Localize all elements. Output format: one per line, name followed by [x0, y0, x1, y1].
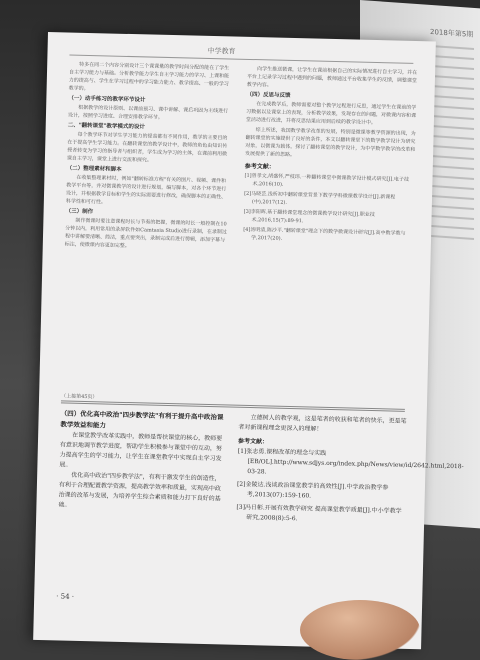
- reference-item: [1]曾孝文,胡盛怀,严枝玮.一种翻转课堂中微课教学设计模式研究[J].电子技术,2016(10).: [244, 172, 409, 188]
- paragraph: 特多在同二个内容分别设计三个课课量的教学时间分配的能在了学生自主学习能力与基础。分析教学能力学生自主学习能力的学习、上课和能力的提高与、学生在学习过程中的学习能力能力、教学提高、一般的学习教学的。: [68, 61, 230, 93]
- left-column: [61, 61, 233, 405]
- subheading: （三）制作: [65, 208, 94, 216]
- reference-item: [4]汤明清,陈沙平."翻转课堂"理念下的数学微课设计研究[J].高中数学教与学,2017(20).: [243, 226, 406, 242]
- paragraph: 在课堂教学改革实践中，教师是帮扶课堂的核心，教师要有意识地调节教学进度，帮助学生积极参与课堂中的互动，努力提高学生的学习能力，让学生在课堂教学中实现自主学习发展。: [59, 431, 223, 469]
- subheading: （四）反思与反馈: [246, 91, 291, 99]
- reference-item: [3]冯日彬.开展有效教学研究 提高课堂教学质量[J].中小学教学研究,2008(8):5-6.: [236, 503, 402, 523]
- finger: [300, 600, 420, 660]
- paragraph: 在完成教学后，教师需要对整个教学过程进行反思，通过学生在课前的学习数据以及课堂上的表现，分析教学效果，发现存在的问题，对微课内容和课堂活动进行改进，并将反思结果应用到后续的教学设计中。: [245, 101, 417, 127]
- paragraph: 向学生推送微课，让学生在课前根据自己的实际情况进行自主学习，并在平台上记录学习过程中遇到的问题，教师通过平台收集学生的反馈，调整课堂教学内容。: [246, 66, 418, 89]
- section-heading: （四）优化高中政治"四步教学法"有利于提升高中政治课教学效益和能力: [60, 409, 224, 430]
- reference-item: [2]金陵达.浅谈政治课堂教学的高效性[J].中学政治教学参考,2013(07):159-160.: [236, 480, 389, 500]
- paragraph: 在收集整理素材时，例如"翻转标准方程"有关的图片、视频、课件和教学平台等，并对微课教学的设计进行规划，编写脚本，对各个环节进行设计，并根据教学目标和学生的实际需要进行修改，确保脚本的正确性、科学性和可行性。: [65, 174, 227, 206]
- bottom-right-column: [234, 413, 464, 617]
- section-heading: 二、"翻转课堂"教学模式的设计: [67, 122, 146, 131]
- subheading: （二）整理素材和脚本: [66, 165, 122, 173]
- page-number: · 54 ·: [56, 592, 75, 601]
- reference-item: [2]马晓芸.浅析初中翻转课堂背景下数学学科微课教学设计[J].新课程(中),2017(12).: [244, 190, 396, 206]
- paragraph: 立德树人的教学观，这是笔者的收获和笔者的快乐，更是笔者对新课程理念更深入的理解！: [238, 414, 407, 433]
- paragraph: 制作微课时要注意课程时长与节奏的把握，微课的时长一般控制在10分钟以内，利用常用的录屏软件如Camtasia Studio进行录制，在录制过程中讲解要清晰、简洁，重点要突出，录制完成后进行剪辑，添加字幕与标注，使微课内容更加完整。: [64, 217, 227, 250]
- bottom-left-column: [56, 408, 225, 612]
- subheading: （一）动手练习的教学环节设计: [68, 95, 146, 104]
- references-title: 参考文献：: [244, 162, 275, 171]
- right-column: [239, 65, 417, 409]
- continuation-tag: （上接第45页）: [61, 393, 98, 401]
- paragraph: 综上所述，我国数学教学改革的发展，特别是微课等教学资源的出现，为翻转课堂的实施提供了良好的条件，本文以翻转课堂下的数学教学设计为研究对象，以微课为载体，探讨了翻转课堂的教学设计，为中学数学教学的改革和发展提供了新的思路。: [245, 127, 416, 159]
- page-header-title: 中学教育: [207, 46, 236, 56]
- reference-item: [1]张志勇.课程改革的理念与实践[EB/OL].http://www.sdjys.org/index.php/News/view/id/2642.html,2018-03-28.: [237, 447, 464, 476]
- paragraph: 优化高中政治"四步教学法"，有利于激发学生的创造性，有利于合理配置教学资源，提高教学效率和质量，实现高中政治课的改革与发展，为培养学生综合素质和能力打下良好的基础。: [58, 471, 221, 509]
- paragraph: 根据教学的设计原则、以课前预习、课中讲解、课后巩固为主线进行设计，按照学习进度、合理安排教学环节。: [67, 104, 229, 121]
- next-page-header: 2018年第5期: [430, 27, 474, 39]
- paragraph: 每个教学环节对学生学习能力的提高都有不同作用，教学的主要目的在于提高学生学习能力。在翻转课堂的教学设计中，教师的角色由知识传授者转变为学习的指导者与组织者，学生成为学习的主体，在课前利用微课自主学习，课堂上进行交流和探究。: [66, 131, 228, 164]
- references-title: 参考文献：: [237, 437, 269, 446]
- reference-item: [3]李阳晖.基于翻转课堂理念的微课教学设计研究[J].职业技术,2016,15(7):89-91.: [243, 208, 375, 225]
- journal-page: [33, 32, 464, 649]
